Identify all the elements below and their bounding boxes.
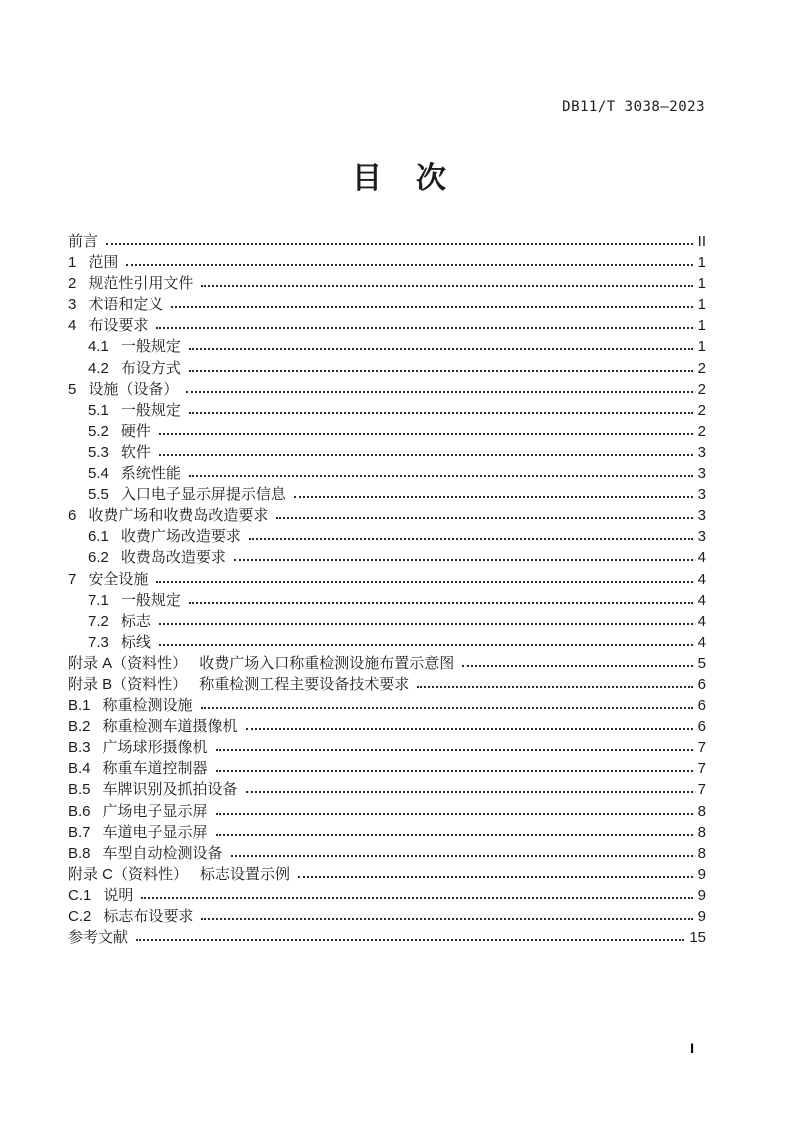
toc-entry-title: 车道电子显示屏 bbox=[102, 823, 208, 841]
toc-entry-title: 标线 bbox=[120, 633, 151, 651]
footer-page-number: I bbox=[690, 1040, 694, 1056]
toc-dot-leader bbox=[417, 686, 692, 688]
toc-entry-title: 车型自动检测设备 bbox=[102, 844, 223, 862]
toc-entry-page-number: 9 bbox=[697, 865, 706, 883]
toc-entry-page-number: 3 bbox=[697, 465, 706, 483]
toc-entry-page-number: II bbox=[697, 233, 706, 250]
toc-entry-title: 布设要求 bbox=[88, 317, 149, 335]
toc-entry bbox=[68, 927, 706, 948]
toc-entry-page-number: 6 bbox=[697, 718, 706, 736]
toc-entry-number: 附录 C（资料性） bbox=[68, 865, 189, 883]
toc-entry-number: 4 bbox=[68, 317, 77, 335]
toc-entry-title: 范围 bbox=[88, 254, 119, 272]
toc-entry-title: 布设方式 bbox=[120, 359, 181, 377]
toc-entry-title: 前言 bbox=[68, 233, 99, 250]
toc-entry bbox=[68, 758, 706, 779]
toc-entry-page-number: 1 bbox=[697, 275, 706, 293]
toc-entry bbox=[68, 400, 706, 421]
toc-entry bbox=[68, 358, 706, 379]
toc-entry-title: 标志 bbox=[120, 612, 151, 630]
toc-entry-number: 5.4 bbox=[88, 465, 109, 483]
toc-dot-leader bbox=[246, 728, 693, 730]
toc-entry-page-number: 8 bbox=[697, 823, 706, 841]
toc-entry-page-number: 7 bbox=[697, 781, 706, 799]
toc-entry-title: 称重检测工程主要设备技术要求 bbox=[199, 675, 410, 693]
toc-entry-number: C.2 bbox=[68, 908, 92, 925]
toc-entry-title: 术语和定义 bbox=[88, 296, 164, 314]
toc-entry bbox=[68, 379, 706, 400]
toc-entry bbox=[68, 547, 706, 568]
toc-entry-page-number: 8 bbox=[697, 844, 706, 862]
toc-entry-page-number: 1 bbox=[697, 338, 706, 356]
toc-entry bbox=[68, 526, 706, 547]
toc-entry-page-number: 1 bbox=[697, 317, 706, 335]
toc-dot-leader bbox=[156, 581, 692, 583]
toc-entry-title: 说明 bbox=[103, 886, 134, 904]
toc-entry-title: 标志设置示例 bbox=[200, 865, 291, 883]
toc-entry-title: 称重检测车道摄像机 bbox=[102, 718, 238, 736]
toc-entry-number: 4.1 bbox=[88, 338, 109, 356]
toc-dot-leader bbox=[141, 897, 692, 899]
toc-entry-page-number: 8 bbox=[697, 802, 706, 820]
toc-entry-number: 6.2 bbox=[88, 549, 109, 567]
toc-entry-title: 规范性引用文件 bbox=[88, 275, 194, 293]
toc-dot-leader bbox=[189, 602, 693, 604]
toc-entry-number: 附录 B（资料性） bbox=[68, 675, 188, 693]
toc-entry-number: B.6 bbox=[68, 802, 91, 820]
toc-entry bbox=[68, 442, 706, 463]
toc-entry bbox=[68, 674, 706, 695]
toc-dot-leader bbox=[216, 749, 693, 751]
toc-entry-page-number: 6 bbox=[697, 675, 706, 693]
toc-entry-page-number: 2 bbox=[697, 359, 706, 377]
toc-entry-page-number: 6 bbox=[697, 697, 706, 715]
toc-entry bbox=[68, 822, 706, 843]
toc-entry-number: 附录 A（资料性） bbox=[68, 654, 188, 672]
toc-entry bbox=[68, 843, 706, 864]
toc-entry bbox=[68, 885, 706, 906]
toc-entry-title: 软件 bbox=[120, 443, 151, 461]
toc-entry-title: 标志布设要求 bbox=[103, 908, 194, 925]
toc-entry bbox=[68, 695, 706, 716]
toc-entry-number: 1 bbox=[68, 254, 77, 272]
toc-dot-leader bbox=[216, 770, 693, 772]
toc-entry-title: 一般规定 bbox=[120, 401, 181, 419]
toc-dot-leader bbox=[462, 665, 692, 667]
toc-entry bbox=[68, 737, 706, 758]
toc-entry-page-number: 2 bbox=[697, 422, 706, 440]
toc-entry-number: 6.1 bbox=[88, 528, 109, 546]
toc-entry-title: 收费广场入口称重检测设施布置示意图 bbox=[199, 654, 455, 672]
toc-dot-leader bbox=[216, 834, 693, 836]
toc-entry-number: B.2 bbox=[68, 718, 91, 736]
toc-entry bbox=[68, 294, 706, 315]
toc-entry-title: 安全设施 bbox=[88, 570, 149, 588]
standard-number-header: DB11/T 3038—2023 bbox=[562, 99, 705, 115]
toc-entry bbox=[68, 421, 706, 442]
toc-entry-number: 5.2 bbox=[88, 422, 109, 440]
toc-dot-leader bbox=[159, 623, 693, 625]
toc-entry bbox=[68, 653, 706, 674]
toc-entry bbox=[68, 716, 706, 737]
toc-entry bbox=[68, 632, 706, 653]
toc-dot-leader bbox=[201, 707, 693, 709]
toc-dot-leader bbox=[216, 813, 693, 815]
page-title: 目 次 bbox=[352, 162, 448, 195]
toc-entry-title: 参考文献 bbox=[68, 929, 129, 947]
toc-entry bbox=[68, 611, 706, 632]
toc-entry-number: 5.1 bbox=[88, 401, 109, 419]
toc-entry bbox=[68, 231, 706, 252]
toc-dot-leader bbox=[189, 348, 693, 350]
toc-dot-leader bbox=[201, 285, 692, 287]
toc-entry-page-number: 1 bbox=[697, 254, 706, 272]
toc-dot-leader bbox=[136, 939, 684, 941]
toc-entry bbox=[68, 505, 706, 526]
toc-entry-title: 广场电子显示屏 bbox=[102, 802, 208, 820]
toc-dot-leader bbox=[294, 496, 693, 498]
toc-dot-leader bbox=[231, 855, 693, 857]
toc-entry-page-number: 9 bbox=[697, 908, 706, 925]
toc-entry-number: 7.2 bbox=[88, 612, 109, 630]
toc-entry-number: C.1 bbox=[68, 886, 92, 904]
toc-entry-title: 入口电子显示屏提示信息 bbox=[120, 486, 286, 504]
toc-entry bbox=[68, 906, 706, 927]
toc-dot-leader bbox=[171, 306, 692, 308]
toc-entry-number: 7.3 bbox=[88, 633, 109, 651]
toc-entry-title: 称重车道控制器 bbox=[102, 760, 208, 778]
toc-entry-page-number: 2 bbox=[697, 401, 706, 419]
toc-entry-title: 收费岛改造要求 bbox=[120, 549, 226, 567]
toc-entry-number: 7 bbox=[68, 570, 77, 588]
toc-entry-number: 6 bbox=[68, 507, 77, 525]
toc-entry-page-number: 7 bbox=[697, 760, 706, 778]
toc-entry bbox=[68, 779, 706, 800]
toc-entry-page-number: 4 bbox=[697, 591, 706, 609]
toc-entry-number: B.3 bbox=[68, 739, 91, 757]
toc-entry-title: 收费广场和收费岛改造要求 bbox=[88, 507, 269, 525]
toc-dot-leader bbox=[276, 517, 692, 519]
toc-entry-number: 7.1 bbox=[88, 591, 109, 609]
toc-entry-title: 称重检测设施 bbox=[102, 697, 193, 715]
toc-dot-leader bbox=[189, 370, 693, 372]
toc-dot-leader bbox=[249, 538, 693, 540]
toc-entry-number: 5 bbox=[68, 380, 77, 398]
toc-entry-page-number: 2 bbox=[697, 380, 706, 398]
toc-entry-page-number: 4 bbox=[697, 633, 706, 651]
toc-entry-page-number: 3 bbox=[697, 486, 706, 504]
toc-entry bbox=[68, 463, 706, 484]
toc-dot-leader bbox=[126, 264, 692, 266]
toc-entry bbox=[68, 484, 706, 505]
toc-entry-title: 硬件 bbox=[120, 422, 151, 440]
toc-dot-leader bbox=[186, 391, 692, 393]
toc-dot-leader bbox=[189, 475, 693, 477]
toc-dot-leader bbox=[159, 454, 693, 456]
toc-entry-title: 广场球形摄像机 bbox=[102, 739, 208, 757]
toc-dot-leader bbox=[234, 559, 693, 561]
toc-dot-leader bbox=[201, 918, 692, 920]
toc-entry-title: 收费广场改造要求 bbox=[120, 528, 241, 546]
toc-entry-number: B.7 bbox=[68, 823, 91, 841]
toc-entry-page-number: 4 bbox=[697, 612, 706, 630]
toc-entry-number: 4.2 bbox=[88, 359, 109, 377]
table-of-contents bbox=[68, 231, 706, 948]
toc-dot-leader bbox=[189, 412, 693, 414]
toc-entry-number: 3 bbox=[68, 296, 77, 314]
toc-dot-leader bbox=[159, 433, 693, 435]
toc-entry-number: 5.3 bbox=[88, 443, 109, 461]
toc-dot-leader bbox=[156, 327, 692, 329]
toc-entry-page-number: 9 bbox=[697, 886, 706, 904]
toc-entry-title: 一般规定 bbox=[120, 338, 181, 356]
toc-entry-title: 车牌识别及抓拍设备 bbox=[102, 781, 238, 799]
toc-entry-page-number: 3 bbox=[697, 443, 706, 461]
toc-entry bbox=[68, 273, 706, 294]
toc-entry-number: B.5 bbox=[68, 781, 91, 799]
toc-entry-page-number: 4 bbox=[697, 549, 706, 567]
toc-entry-number: 5.5 bbox=[88, 486, 109, 504]
toc-entry bbox=[68, 336, 706, 357]
toc-entry-page-number: 3 bbox=[697, 507, 706, 525]
toc-dot-leader bbox=[159, 644, 693, 646]
toc-dot-leader bbox=[298, 876, 693, 878]
toc-entry-title: 设施（设备） bbox=[88, 380, 179, 398]
toc-entry-number: B.8 bbox=[68, 844, 91, 862]
toc-entry-number: B.1 bbox=[68, 697, 91, 715]
toc-entry bbox=[68, 252, 706, 273]
toc-entry-page-number: 3 bbox=[697, 528, 706, 546]
toc-entry-page-number: 4 bbox=[697, 570, 706, 588]
toc-entry-page-number: 15 bbox=[689, 929, 706, 947]
toc-entry bbox=[68, 315, 706, 336]
toc-entry bbox=[68, 864, 706, 885]
toc-entry bbox=[68, 801, 706, 822]
toc-entry bbox=[68, 590, 706, 611]
toc-entry bbox=[68, 569, 706, 590]
toc-entry-page-number: 7 bbox=[697, 739, 706, 757]
toc-entry-number: 2 bbox=[68, 275, 77, 293]
toc-entry-title: 系统性能 bbox=[120, 465, 181, 483]
toc-dot-leader bbox=[106, 243, 693, 245]
toc-entry-page-number: 5 bbox=[697, 654, 706, 672]
toc-entry-number: B.4 bbox=[68, 760, 91, 778]
toc-entry-title: 一般规定 bbox=[120, 591, 181, 609]
toc-entry-page-number: 1 bbox=[697, 296, 706, 314]
toc-dot-leader bbox=[246, 791, 693, 793]
